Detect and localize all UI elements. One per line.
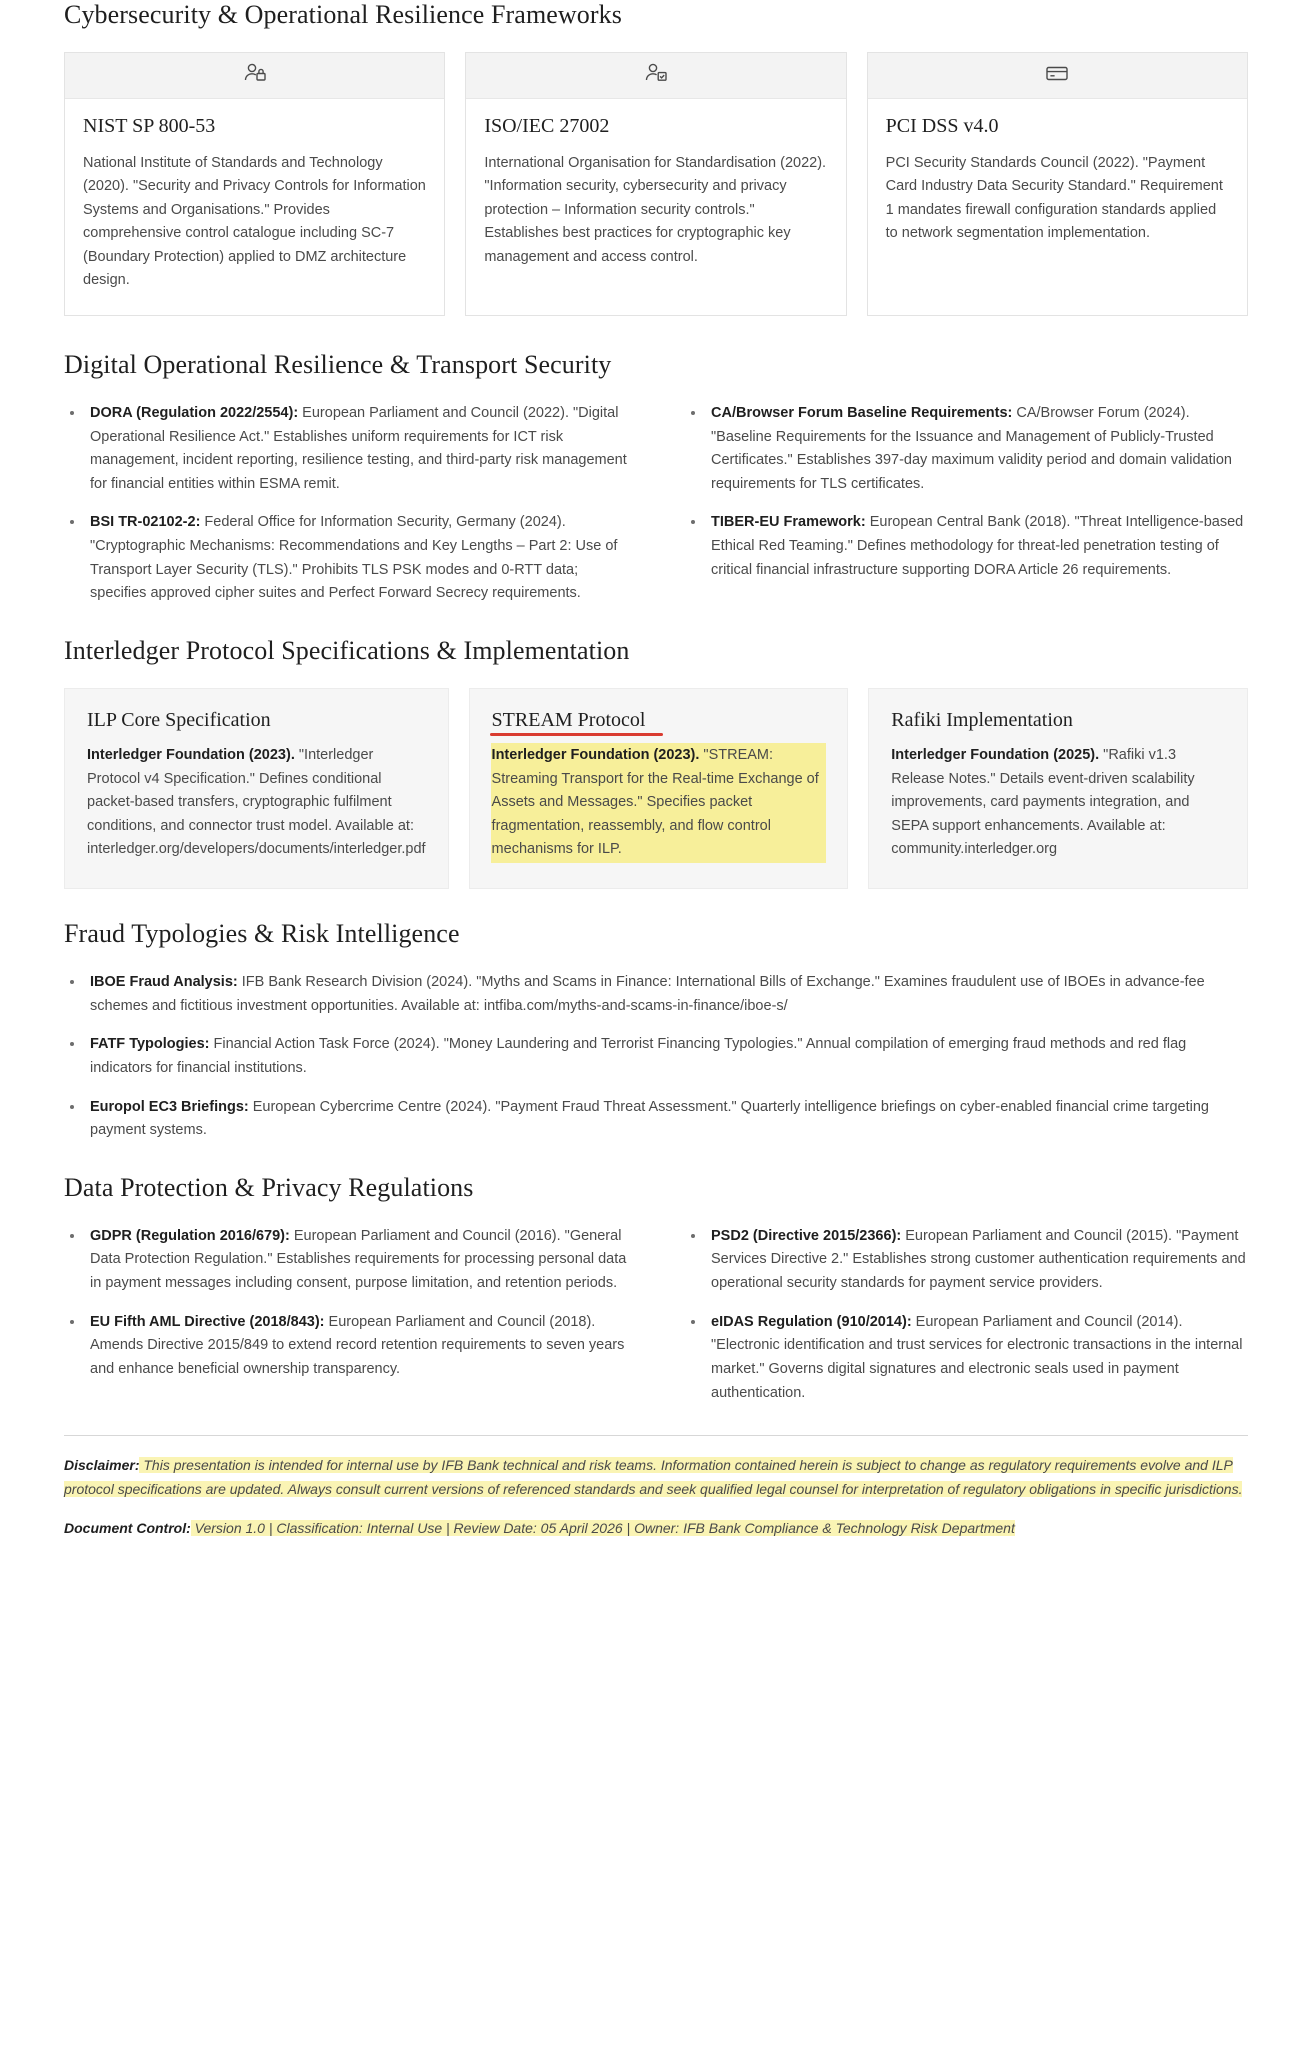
ilp-card-body: "STREAM: Streaming Transport for the Real-time Exchange of Assets and Messages." Specifies packet fragmentation, reassembly, and flow control mechanisms for ILP. (491, 746, 819, 858)
card-text: International Organisation for Standardisation (2022). "Information security, cybersecurity and privacy protection – Information security controls." Establishes best practices for cryptographic key management and access control. (484, 155, 827, 265)
list-item-text: European Parliament and Council (2022). "Digital Operational Resilience Act." Establishes uniform requirements for ICT risk management, incident reporting, resilience testing, and third-party risk management for financial entities within ESMA remit. (90, 404, 627, 492)
framework-card-nist (64, 52, 445, 316)
section-interledger-specifications (64, 636, 1248, 889)
list-item-lead: Europol EC3 Briefings: (90, 1098, 249, 1115)
list-item-lead: IBOE Fraud Analysis: (90, 974, 238, 991)
card-title: ISO/IEC 27002 (484, 115, 610, 137)
document-control-text: Version 1.0 | Classification: Internal Use | Review Date: 05 April 2026 | Owner: IFB Bank Compliance & Technology Risk Department (190, 1520, 1015, 1537)
framework-card-iso (465, 52, 846, 316)
ilp-card-text (87, 744, 426, 862)
list-item-text: European Parliament and Council (2014). "Electronic identification and trust services for electronic transactions in the internal market." Governs digital signatures and electronic seals used in payment authentication. (711, 1313, 1243, 1401)
list-item-lead: TIBER-EU Framework: (711, 514, 866, 531)
fraud-list (64, 971, 1248, 1143)
list-item-text: European Parliament and Council (2018). Amends Directive 2015/849 to extend record retention requirements to seven years and enhance beneficial ownership transparency. (90, 1313, 625, 1377)
section-heading: Interledger Protocol Specifications & Implementation (64, 635, 630, 665)
disclaimer-text: This presentation is intended for internal use by IFB Bank technical and risk teams. Information contained herein is subject to change as regulatory requirements evolve and ILP protocol specifications are updated. Always consult current versions of referenced standards and seek qualified legal counsel for interpretation of regulatory obligations in specific jurisdictions. (64, 1457, 1243, 1497)
user-lock-icon (242, 61, 268, 90)
ilp-card-title: Rafiki Implementation (891, 708, 1073, 731)
card-text: PCI Security Standards Council (2022). "Payment Card Industry Data Security Standard." Requirement 1 mandates firewall configuration standards applied to network segmentation implementation. (885, 155, 1223, 242)
list-item-lead: PSD2 (Directive 2015/2366): (711, 1227, 902, 1244)
card-title: NIST SP 800-53 (83, 115, 216, 137)
document-control-note (64, 1517, 1248, 1541)
list-item-text: European Parliament and Council (2016). "General Data Protection Regulation." Establishes requirements for processing personal data in payment messages including consent, purpose limitation, and retention periods. (90, 1227, 627, 1292)
user-shield-check-icon (643, 61, 669, 90)
ilp-card-text (891, 744, 1225, 862)
card-text: National Institute of Standards and Technology (2020). "Security and Privacy Controls for Information Systems and Organisations." Provides comprehensive control catalogue including SC-7 (Boundary Protection) applied to DMZ architecture design. (83, 155, 426, 289)
list-item (64, 1033, 1248, 1080)
list-item (64, 1096, 1248, 1143)
card-title: PCI DSS v4.0 (885, 115, 999, 137)
list-item-lead: GDPR (Regulation 2016/679): (90, 1227, 290, 1244)
disclaimer-label: Disclaimer: (64, 1457, 140, 1474)
section-digital-operational-resilience (64, 350, 1248, 606)
list-item-text: European Parliament and Council (2015). "Payment Services Directive 2." Establishes strong customer authentication requirements and operational security standards for payment service providers. (711, 1227, 1246, 1292)
list-item-lead: DORA (Regulation 2022/2554): (90, 404, 299, 421)
ilp-card-rafiki (868, 688, 1248, 889)
list-item-lead: FATF Typologies: (90, 1036, 210, 1053)
ilp-card-core-spec (64, 688, 449, 889)
privacy-columns (64, 1225, 1248, 1405)
card-body (466, 99, 845, 291)
list-item (685, 1225, 1248, 1296)
list-item-text: IFB Bank Research Division (2024). "Myths and Scams in Finance: International Bills of Exchange." Examines fraudulent use of IBOEs in advance-fee schemes and fictitious investment opportunities. Available at: intfiba.com/myths-and-scams-in-finance/iboe-s/ (90, 974, 1205, 1014)
list-item-text: European Central Bank (2018). "Threat Intelligence-based Ethical Red Teaming." Defines methodology for threat-led penetration testing of critical financial infrastructure supporting DORA Article 26 requirements. (711, 514, 1244, 578)
resilience-right-list (685, 402, 1248, 582)
section-data-protection (64, 1173, 1248, 1405)
resilience-left-list (64, 402, 627, 606)
list-item (685, 1311, 1248, 1406)
card-header (466, 53, 845, 99)
ilp-card-title: ILP Core Specification (87, 708, 271, 731)
ilp-card-row (64, 688, 1248, 889)
list-item (685, 402, 1248, 497)
framework-card-pci (867, 52, 1248, 316)
card-header (65, 53, 444, 99)
disclaimer-note (64, 1454, 1248, 1501)
credit-card-icon (1044, 61, 1070, 90)
ilp-card-title: STREAM Protocol (491, 708, 646, 731)
ilp-card-text (492, 744, 826, 862)
resilience-columns (64, 402, 1248, 606)
section-heading: Fraud Typologies & Risk Intelligence (64, 919, 460, 949)
document-control-label: Document Control: (64, 1520, 191, 1537)
resilience-right-column (685, 402, 1248, 606)
ilp-card-lead: Interledger Foundation (2025). (891, 746, 1100, 763)
list-item-text: Federal Office for Information Security, Germany (2024). "Cryptographic Mechanisms: Recommendations and Key Lengths – Part 2: Use of Transport Layer Security (TLS)." Prohibits TLS PSK modes and 0-RTT data; specifies approved cipher suites and Perfect Forward Secrecy requirements. (90, 514, 618, 602)
footer-divider (64, 1435, 1248, 1436)
resilience-left-column (64, 402, 627, 606)
list-item-lead: CA/Browser Forum Baseline Requirements: (711, 404, 1013, 421)
ilp-card-body: "Interledger Protocol v4 Specification." Defines conditional packet-based transfers, cryptographic fulfilment conditions, and connector trust model. Available at: interledger.org/developers/documents/interledger.pdf (87, 746, 426, 858)
ilp-card-lead: Interledger Foundation (2023). (87, 746, 295, 763)
card-body (868, 99, 1247, 268)
list-item-text: European Cybercrime Centre (2024). "Payment Fraud Threat Assessment." Quarterly intelligence briefings on cyber-enabled financial crime targeting payment systems. (90, 1098, 1209, 1139)
section-heading: Digital Operational Resilience & Transport Security (64, 349, 612, 379)
privacy-right-column (685, 1225, 1248, 1405)
framework-card-row (64, 52, 1248, 316)
list-item (64, 971, 1248, 1018)
card-header (868, 53, 1247, 99)
list-item (64, 1225, 627, 1296)
section-cybersecurity-frameworks (64, 0, 1248, 316)
card-body (65, 99, 444, 315)
list-item (64, 402, 627, 497)
section-fraud-typologies (64, 919, 1248, 1143)
section-heading: Data Protection & Privacy Regulations (64, 1172, 474, 1202)
page-title: Cybersecurity & Operational Resilience Frameworks (64, 0, 622, 29)
list-item-text: CA/Browser Forum (2024). "Baseline Requirements for the Issuance and Management of Publicly-Trusted Certificates." Establishes 397-day maximum validity period and domain validation requirements for TLS certificates. (711, 404, 1232, 492)
ilp-card-body: "Rafiki v1.3 Release Notes." Details event-driven scalability improvements, card payments integration, and SEPA support enhancements. Available at: community.interledger.org (891, 746, 1195, 858)
list-item (685, 511, 1248, 582)
list-item (64, 1311, 627, 1382)
list-item (64, 511, 627, 606)
list-item-lead: BSI TR-02102-2: (90, 514, 201, 531)
list-item-lead: EU Fifth AML Directive (2018/843): (90, 1313, 325, 1330)
ilp-card-stream-protocol (469, 688, 849, 889)
privacy-left-list (64, 1225, 627, 1382)
privacy-right-list (685, 1225, 1248, 1405)
ilp-card-lead: Interledger Foundation (2023). (491, 746, 700, 763)
list-item-text: Financial Action Task Force (2024). "Money Laundering and Terrorist Financing Typologies." Annual compilation of emerging fraud methods and red flag indicators for financial institutions. (90, 1036, 1187, 1076)
list-item-lead: eIDAS Regulation (910/2014): (711, 1313, 912, 1330)
privacy-left-column (64, 1225, 627, 1405)
